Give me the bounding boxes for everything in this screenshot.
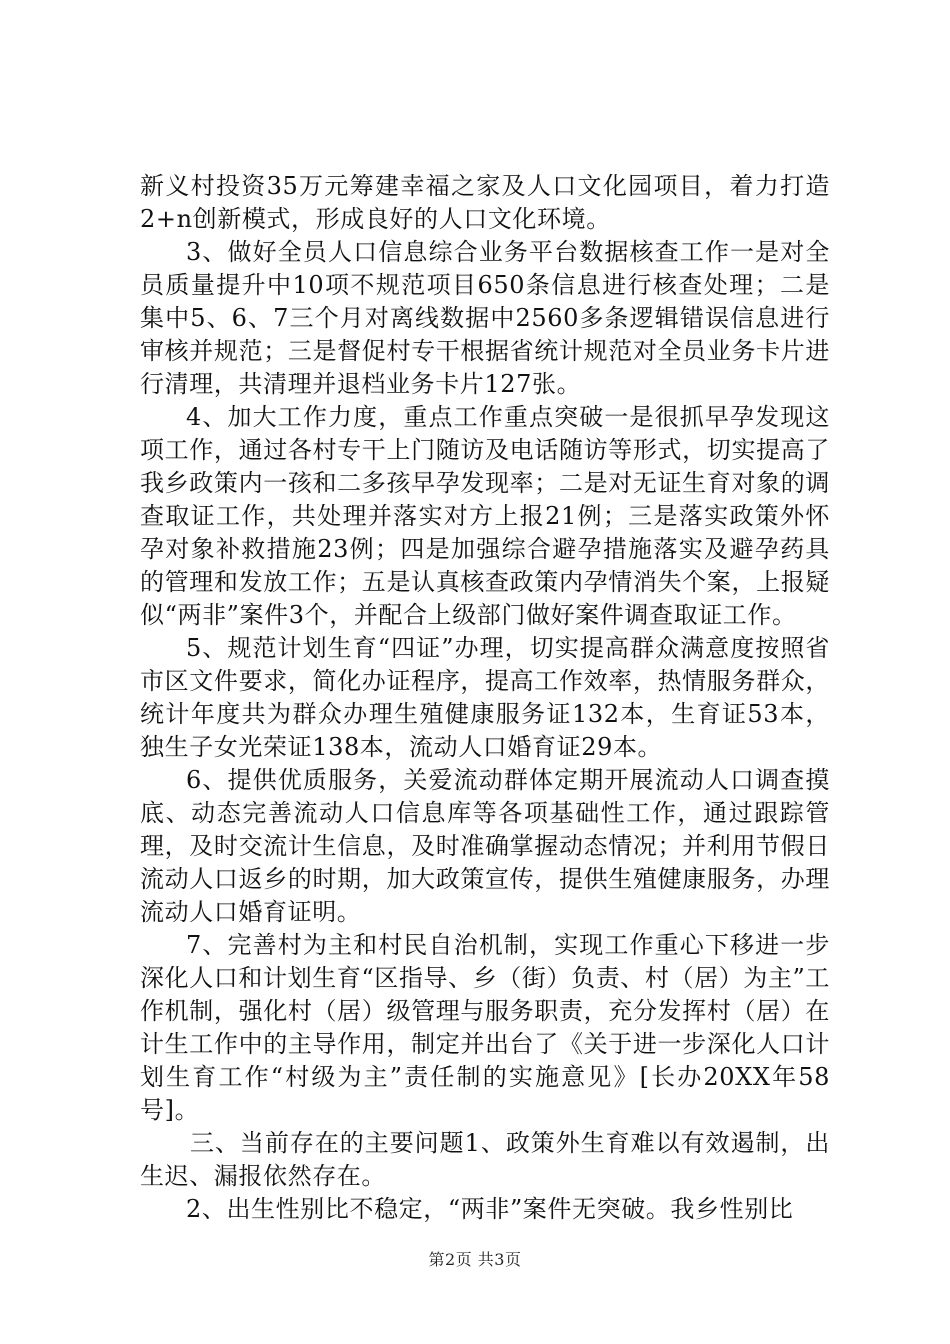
page-footer: 第2页 共3页 (428, 1250, 522, 1269)
paragraph-7: 三、当前存在的主要问题1、政策外生育难以有效遏制，出生迟、漏报依然存在。 (140, 1129, 830, 1190)
paragraph-6: 7、完善村为主和村民自治机制，实现工作重心下移进一步深化人口和计划生育“区指导、乡（街）负责、村（居）为主”工作机制，强化村（居）级管理与服务职责，充分发挥村（居）在计生工作中的主导作用，制定并出台了《关于进一步深化人口计划生育工作“村级为主”责任制的实施意见》[长办20XX年58号]。 (140, 931, 830, 1124)
paragraph-5: 6、提供优质服务，关爱流动群体定期开展流动人口调查摸底、动态完善流动人口信息库等各项基础性工作，通过跟踪管理，及时交流计生信息，及时准确掌握动态情况；并利用节假日流动人口返乡的时期，加大政策宣传，提供生殖健康服务，办理流动人口婚育证明。 (140, 766, 830, 926)
document-body (140, 170, 830, 1226)
paragraph-3: 4、加大工作力度，重点工作重点突破一是很抓早孕发现这项工作，通过各村专干上门随访及电话随访等形式，切实提高了我乡政策内一孩和二多孩早孕发现率；二是对无证生育对象的调查取证工作，共处理并落实对方上报21例；三是落实政策外怀孕对象补救措施23例；四是加强综合避孕措施落实及避孕药具的管理和发放工作；五是认真核查政策内孕情消失个案，上报疑似“两非”案件3个，并配合上级部门做好案件调查取证工作。 (140, 403, 830, 629)
paragraph-4: 5、规范计划生育“四证”办理，切实提高群众满意度按照省市区文件要求，简化办证程序，提高工作效率，热情服务群众，统计年度共为群众办理生殖健康服务证132本，生育证53本，独生子女光荣证138本，流动人口婚育证29本。 (140, 634, 830, 761)
paragraph-1: 新义村投资35万元筹建幸福之家及人口文化园项目，着力打造2+n创新模式，形成良好的人口文化环境。 (140, 172, 830, 233)
paragraph-8: 2、出生性别比不稳定，“两非”案件无突破。我乡性别比 (186, 1195, 794, 1223)
paragraph-2: 3、做好全员人口信息综合业务平台数据核查工作一是对全员质量提升中10项不规范项目650条信息进行核查处理；二是集中5、6、7三个月对离线数据中2560多条逻辑错误信息进行审核并规范；三是督促村专干根据省统计规范对全员业务卡片进行清理，共清理并退档业务卡片127张。 (140, 238, 830, 398)
